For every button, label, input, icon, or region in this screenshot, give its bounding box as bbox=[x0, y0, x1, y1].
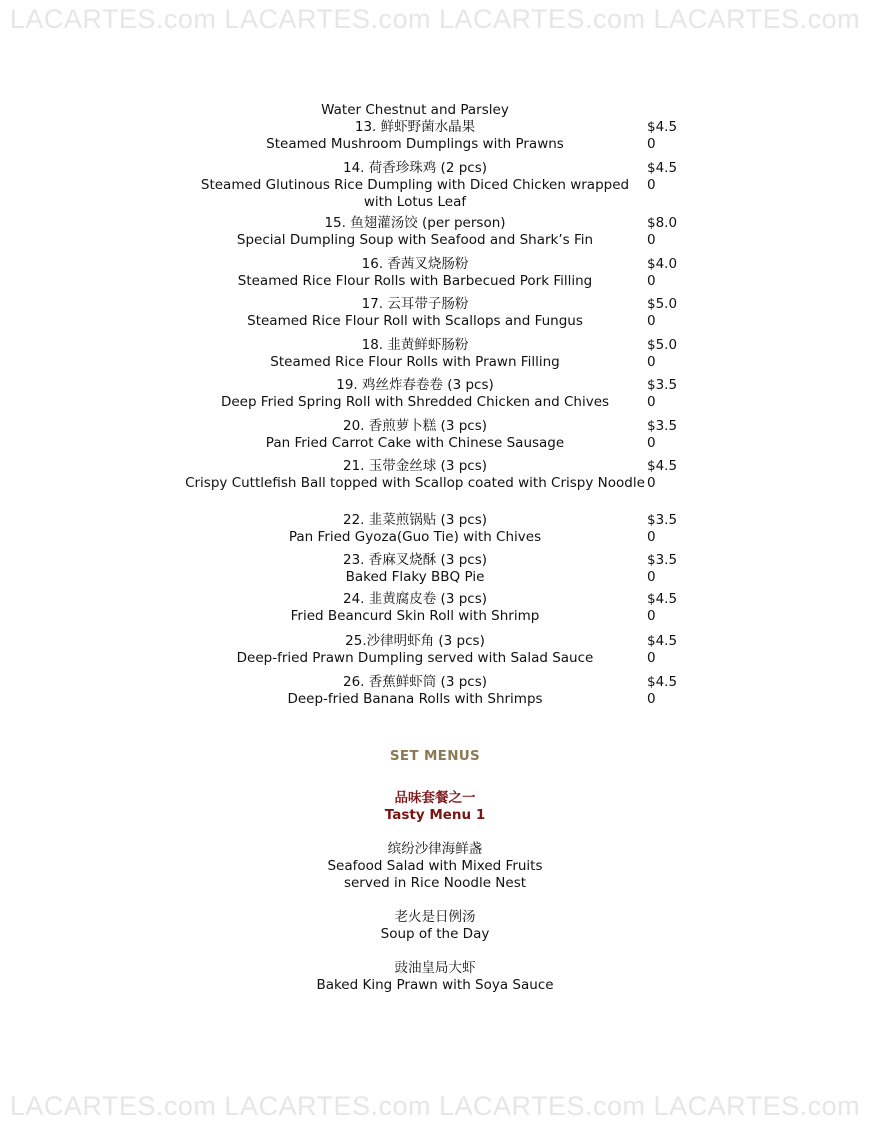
item-price: $4.5 0 bbox=[647, 160, 678, 193]
menu-item-26 bbox=[185, 674, 685, 734]
item-english-name: Steamed Glutinous Rice Dumpling with Diced Chicken wrapped with Lotus Leaf bbox=[200, 177, 630, 210]
item-english-name: Pan Fried Carrot Cake with Chinese Sausage bbox=[265, 435, 565, 451]
item-chinese-name: 23. 香麻叉烧酥 (3 pcs) bbox=[343, 552, 487, 568]
item-english-name: Pan Fried Gyoza(Guo Tie) with Chives bbox=[288, 529, 542, 545]
item-english-name: Deep-fried Banana Rolls with Shrimps bbox=[287, 691, 543, 707]
item-price: $5.0 0 bbox=[647, 296, 678, 329]
menu-item-21 bbox=[185, 458, 685, 518]
course-english-line-1: Baked King Prawn with Soya Sauce bbox=[316, 977, 554, 993]
menu-item-14 bbox=[185, 160, 685, 220]
item-english-name: Baked Flaky BBQ Pie bbox=[345, 569, 485, 585]
course-english-line-1: Soup of the Day bbox=[380, 926, 490, 942]
item-price: $4.0 0 bbox=[647, 256, 678, 289]
item-english-name: Steamed Rice Flour Roll with Scallops and Fungus bbox=[247, 313, 583, 329]
item-chinese-name: 15. 鱼翅灌汤饺 (per person) bbox=[324, 215, 506, 231]
item-english-name: Steamed Mushroom Dumplings with Prawns bbox=[266, 136, 564, 152]
item-price: $4.5 0 bbox=[647, 119, 678, 152]
item-english-name: Fried Beancurd Skin Roll with Shrimp bbox=[290, 608, 540, 624]
item-english-name: Crispy Cuttlefish Ball topped with Scallop coated with Crispy Noodle bbox=[185, 475, 645, 491]
course-chinese-name: 豉油皇局大虾 bbox=[394, 960, 476, 976]
item-english-name: Special Dumpling Soup with Seafood and Shark’s Fin bbox=[236, 232, 594, 248]
item-chinese-name: 25.沙律明虾角 (3 pcs) bbox=[345, 633, 485, 649]
item-price: $3.5 0 bbox=[647, 418, 678, 451]
course-english-line-1: Seafood Salad with Mixed Fruits bbox=[327, 858, 543, 874]
set-menus-heading: SET MENUS bbox=[389, 748, 481, 764]
set-course-2 bbox=[0, 909, 870, 943]
set-menu-title bbox=[0, 790, 870, 824]
item-chinese-name: 24. 韭黄腐皮卷 (3 pcs) bbox=[343, 591, 487, 607]
item-chinese-name: 19. 鸡丝炸春卷卷 (3 pcs) bbox=[336, 377, 494, 393]
item-price: $3.5 0 bbox=[647, 377, 678, 410]
item-continuation: Water Chestnut and Parsley bbox=[321, 102, 509, 118]
item-price: $5.0 0 bbox=[647, 337, 678, 370]
course-chinese-name: 老火是日例汤 bbox=[394, 909, 476, 925]
watermark-top: LACARTES.com LACARTES.com LACARTES.com LACARTES.com bbox=[9, 4, 861, 34]
item-price: $4.5 0 bbox=[647, 633, 678, 666]
item-chinese-name: 14. 荷香珍珠鸡 (2 pcs) bbox=[343, 160, 487, 176]
item-price: $3.5 0 bbox=[647, 512, 678, 545]
item-english-name: Steamed Rice Flour Rolls with Barbecued Pork Filling bbox=[237, 273, 593, 289]
item-chinese-name: 16. 香茜叉烧肠粉 bbox=[361, 256, 469, 272]
item-chinese-name: 22. 韭菜煎锅贴 (3 pcs) bbox=[343, 512, 487, 528]
item-price: $8.0 0 bbox=[647, 215, 678, 248]
item-price: $4.5 0 bbox=[647, 458, 678, 491]
item-english-name: Deep Fried Spring Roll with Shredded Chicken and Chives bbox=[220, 394, 610, 410]
item-chinese-name: 20. 香煎萝卜糕 (3 pcs) bbox=[343, 418, 487, 434]
watermark-bottom: LACARTES.com LACARTES.com LACARTES.com LACARTES.com bbox=[9, 1091, 861, 1121]
item-price: $3.5 0 bbox=[647, 552, 678, 585]
item-chinese-name: 13. 鲜虾野菌水晶果 bbox=[354, 119, 476, 135]
course-chinese-name: 缤纷沙律海鲜盏 bbox=[387, 841, 483, 857]
item-english-name: Steamed Rice Flour Rolls with Prawn Filling bbox=[270, 354, 560, 370]
set-menu-title-chinese: 品味套餐之一 bbox=[394, 790, 476, 806]
item-price: $4.5 0 bbox=[647, 674, 678, 707]
course-english-line-2: served in Rice Noodle Nest bbox=[343, 875, 527, 891]
set-course-1 bbox=[0, 841, 870, 892]
item-chinese-name: 18. 韭黄鲜虾肠粉 bbox=[361, 337, 469, 353]
item-english-name: Deep-fried Prawn Dumpling served with Salad Sauce bbox=[236, 650, 594, 666]
set-menu-title-english: Tasty Menu 1 bbox=[384, 807, 486, 823]
item-chinese-name: 21. 玉带金丝球 (3 pcs) bbox=[343, 458, 487, 474]
item-price: $4.5 0 bbox=[647, 591, 678, 624]
set-course-3 bbox=[0, 960, 870, 994]
item-chinese-name: 17. 云耳带子肠粉 bbox=[361, 296, 469, 312]
item-chinese-name: 26. 香蕉鲜虾筒 (3 pcs) bbox=[343, 674, 487, 690]
